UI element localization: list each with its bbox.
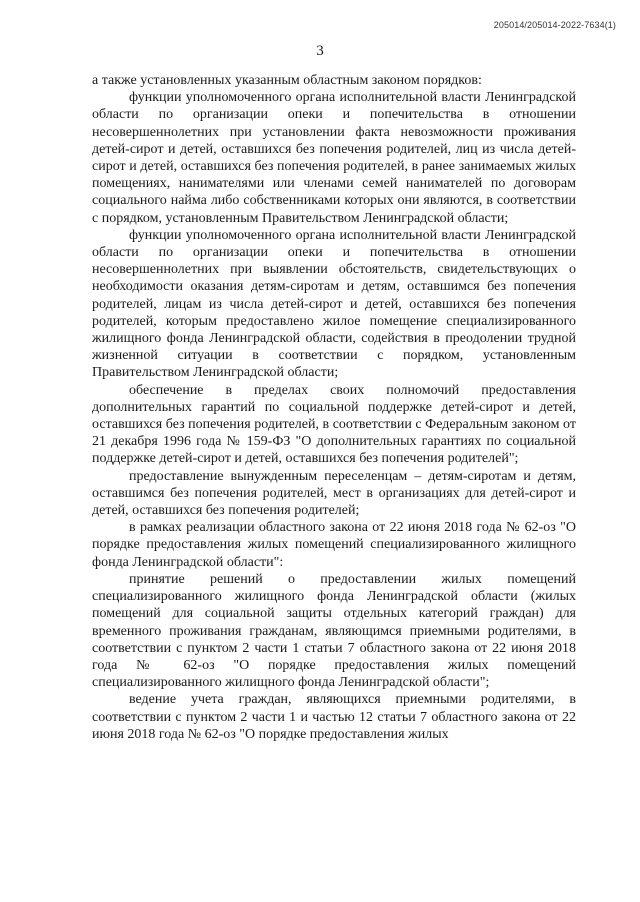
- paragraph: предоставление вынужденным переселенцам – детям-сиротам и детям, оставшимся без попечения родителей, мест в организациях для детей-сирот и детей, оставшихся без попечения родителей;: [92, 468, 576, 519]
- document-body: [92, 72, 576, 743]
- page-number: 3: [316, 43, 324, 59]
- paragraph: в рамках реализации областного закона от 22 июня 2018 года № 62-оз "О порядке предоставления жилых помещений специализированного жилищного фонда Ленинградской области":: [92, 520, 576, 570]
- paragraph: принятие решений о предоставлении жилых помещений специализированного жилищного фонда Ленинградской области (жилых помещений для социальной защиты отдельных категорий граждан) для временного проживания гражданам, являющимся приемными родителями, в соответствии с пунктом 2 части 1 статьи 7 областного закона от 22 июня 2018 года № 62-оз "О порядке предоставления жилых помещений специализированного жилищного фонда Ленинградской области";: [92, 571, 576, 691]
- document-id: 205014/205014-2022-7634(1): [493, 20, 616, 30]
- paragraph: а также установленных указанным областным законом порядков:: [92, 73, 482, 88]
- paragraph: функции уполномоченного органа исполнительной власти Ленинградской области по организации опеки и попечительства в отношении несовершеннолетних при установлении факта невозможности проживания детей-сирот и детей, оставшихся без попечения родителей, лиц из числа детей-сирот и детей, оставшихся без попечения родителей, в ранее занимаемых жилых помещениях, нанимателями или членами семей нанимателей по договорам социального найма либо собственниками которых они являются, в соответствии с порядком, установленным Правительством Ленинградской области;: [92, 90, 576, 226]
- paragraph: функции уполномоченного органа исполнительной власти Ленинградской области по организации опеки и попечительства в отношении несовершеннолетних при выявлении обстоятельств, свидетельствующих о необходимости оказания детям-сиротам и детям, оставшимся без попечения родителей, лицам из числа детей-сирот и детей, оставшихся без попечения родителей, которым предоставлено жилое помещение специализированного жилищного фонда Ленинградской области, содействия в преодолении трудной жизненной ситуации в соответствии с порядком, установленным Правительством Ленинградской области;: [92, 227, 576, 381]
- paragraph: обеспечение в пределах своих полномочий предоставления дополнительных гарантий по социальной поддержке детей-сирот и детей, оставшихся без попечения родителей, в соответствии с Федеральным законом от 21 декабря 1996 года № 159-ФЗ "О дополнительных гарантиях по социальной поддержке детей-сирот и детей, оставшихся без попечения родителей";: [92, 382, 576, 467]
- paragraph: ведение учета граждан, являющихся приемными родителями, в соответствии с пунктом 2 части 1 и частью 12 статьи 7 областного закона от 22 июня 2018 года № 62-оз "О порядке предоставления жилых: [92, 692, 576, 742]
